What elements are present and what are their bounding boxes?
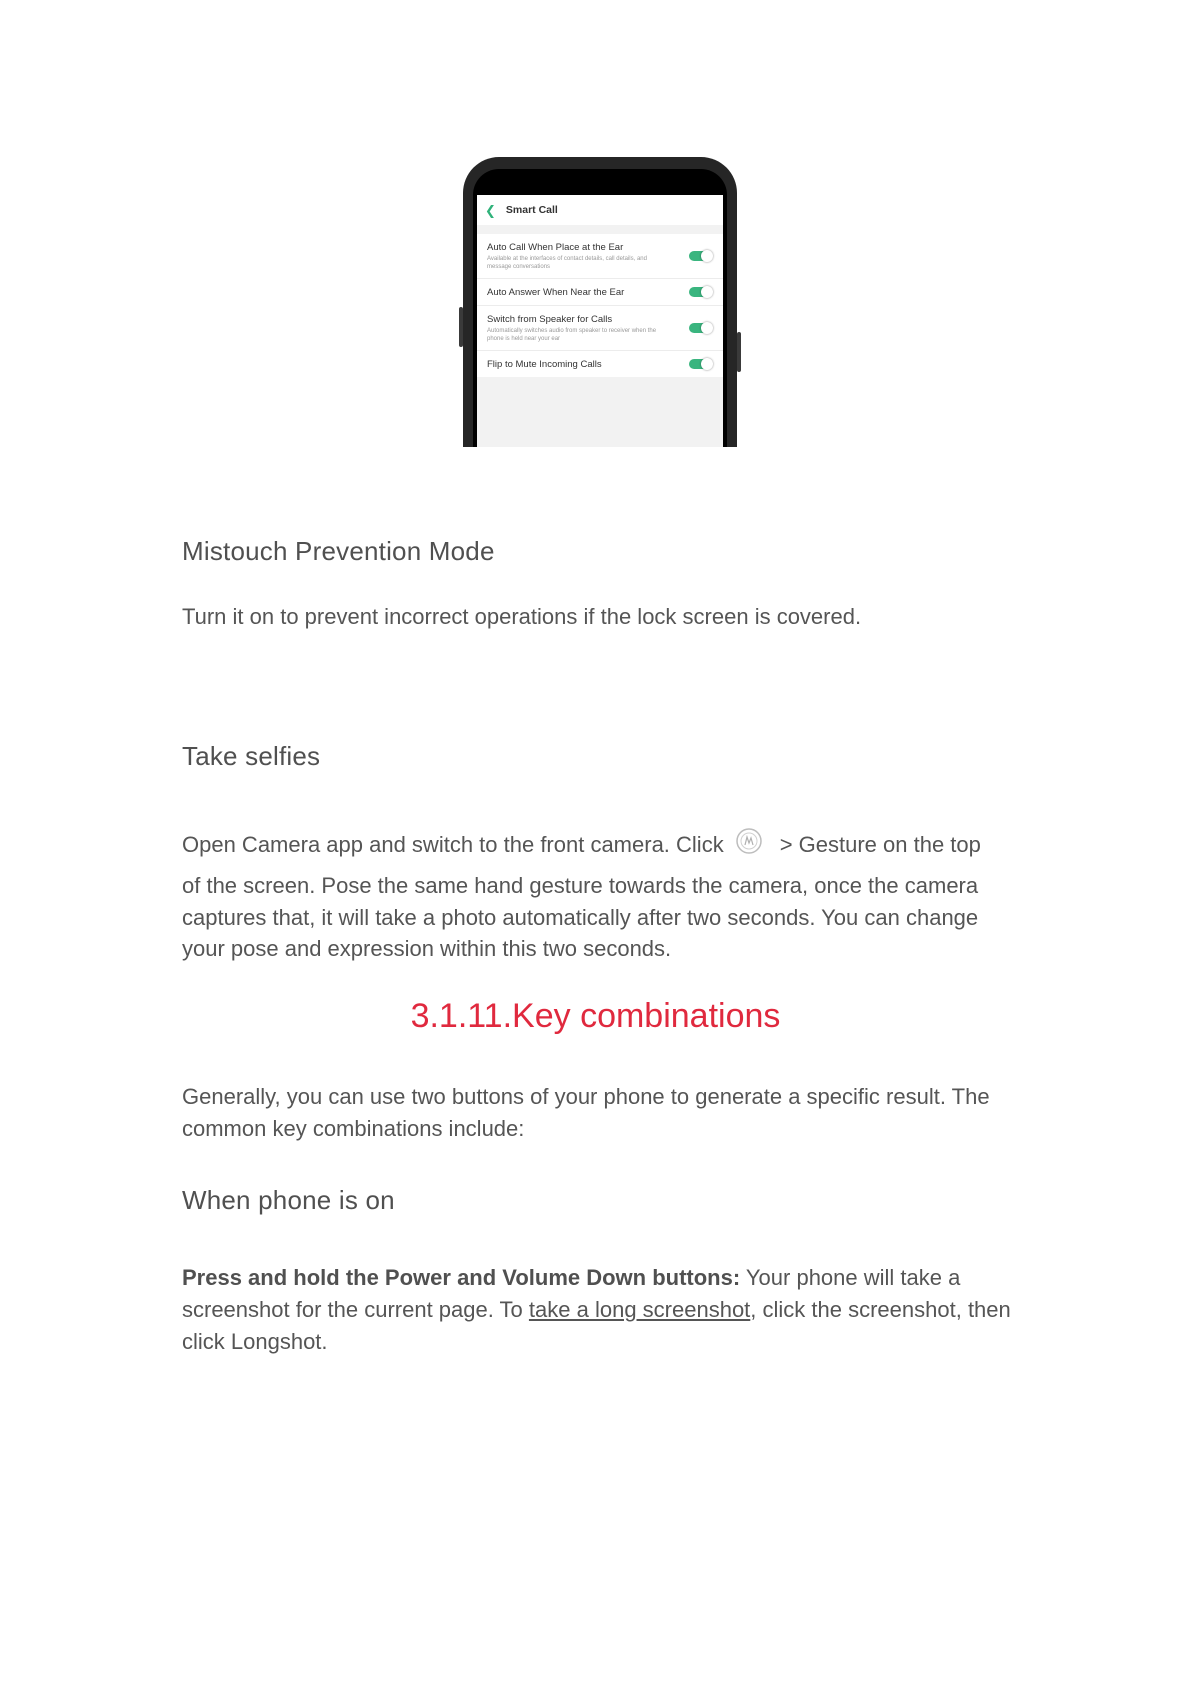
setting-title: Auto Call When Place at the Ear	[487, 242, 624, 253]
selfies-heading: Take selfies	[182, 741, 321, 771]
phone-volume-button	[459, 307, 463, 347]
smart-call-screen	[477, 195, 723, 447]
app-title: Smart Call	[505, 204, 558, 216]
selfies-body: of the screen. Pose the same hand gesture towards the camera, once the camera captures that, it will take a photo automatically after two seconds. You can change your pose and expression within this two seconds.	[182, 873, 979, 961]
phone-on-heading: When phone is on	[182, 1185, 395, 1215]
mistouch-body: Turn it on to prevent incorrect operations if the lock screen is covered.	[182, 604, 862, 629]
setting-row-flip-mute[interactable]	[477, 351, 723, 377]
phone-on-body	[182, 1262, 1022, 1358]
camera-settings-icon	[734, 826, 764, 865]
setting-row-auto-answer[interactable]	[477, 279, 723, 306]
setting-title: Flip to Mute Incoming Calls	[487, 359, 602, 370]
mistouch-heading: Mistouch Prevention Mode	[182, 536, 495, 566]
setting-title: Auto Answer When Near the Ear	[487, 287, 625, 298]
setting-title: Switch from Speaker for Calls	[487, 314, 613, 325]
toggle-switch[interactable]	[689, 323, 711, 333]
app-header	[477, 195, 723, 225]
phone-screen	[473, 169, 727, 447]
phone-illustration	[463, 157, 737, 447]
section-title: 3.1.11.Key combinations	[410, 997, 781, 1035]
toggle-switch[interactable]	[689, 359, 711, 369]
setting-description: Available at the interfaces of contact details, call details, and message conversations	[487, 256, 647, 270]
toggle-switch[interactable]	[689, 287, 711, 297]
setting-row-switch-speaker[interactable]	[477, 306, 723, 351]
chevron-left-icon[interactable]: ❮	[485, 202, 496, 218]
selfies-text-after-icon: > Gesture on the top	[779, 832, 981, 857]
setting-row-auto-call[interactable]	[477, 234, 723, 279]
long-screenshot-link[interactable]: take a long screenshot	[528, 1297, 751, 1322]
selfies-line1	[182, 826, 1022, 865]
setting-description: Automatically switches audio from speaker to receiver when the phone is held near your ear	[487, 328, 657, 342]
key-combo-text-end: , click the screenshot, then click Longshot.	[182, 1297, 1011, 1354]
key-combo-lead: Press and hold the Power and Volume Down buttons:	[182, 1265, 741, 1290]
phone-power-button	[737, 332, 741, 372]
settings-list	[477, 234, 723, 377]
toggle-switch[interactable]	[689, 251, 711, 261]
selfies-text-before-icon: Open Camera app and switch to the front camera. Click	[182, 832, 724, 857]
key-combinations-intro: Generally, you can use two buttons of your phone to generate a specific result. The common key combinations include:	[182, 1084, 990, 1141]
key-combo-text: Your phone will take a screenshot for the current page. To	[182, 1265, 961, 1322]
